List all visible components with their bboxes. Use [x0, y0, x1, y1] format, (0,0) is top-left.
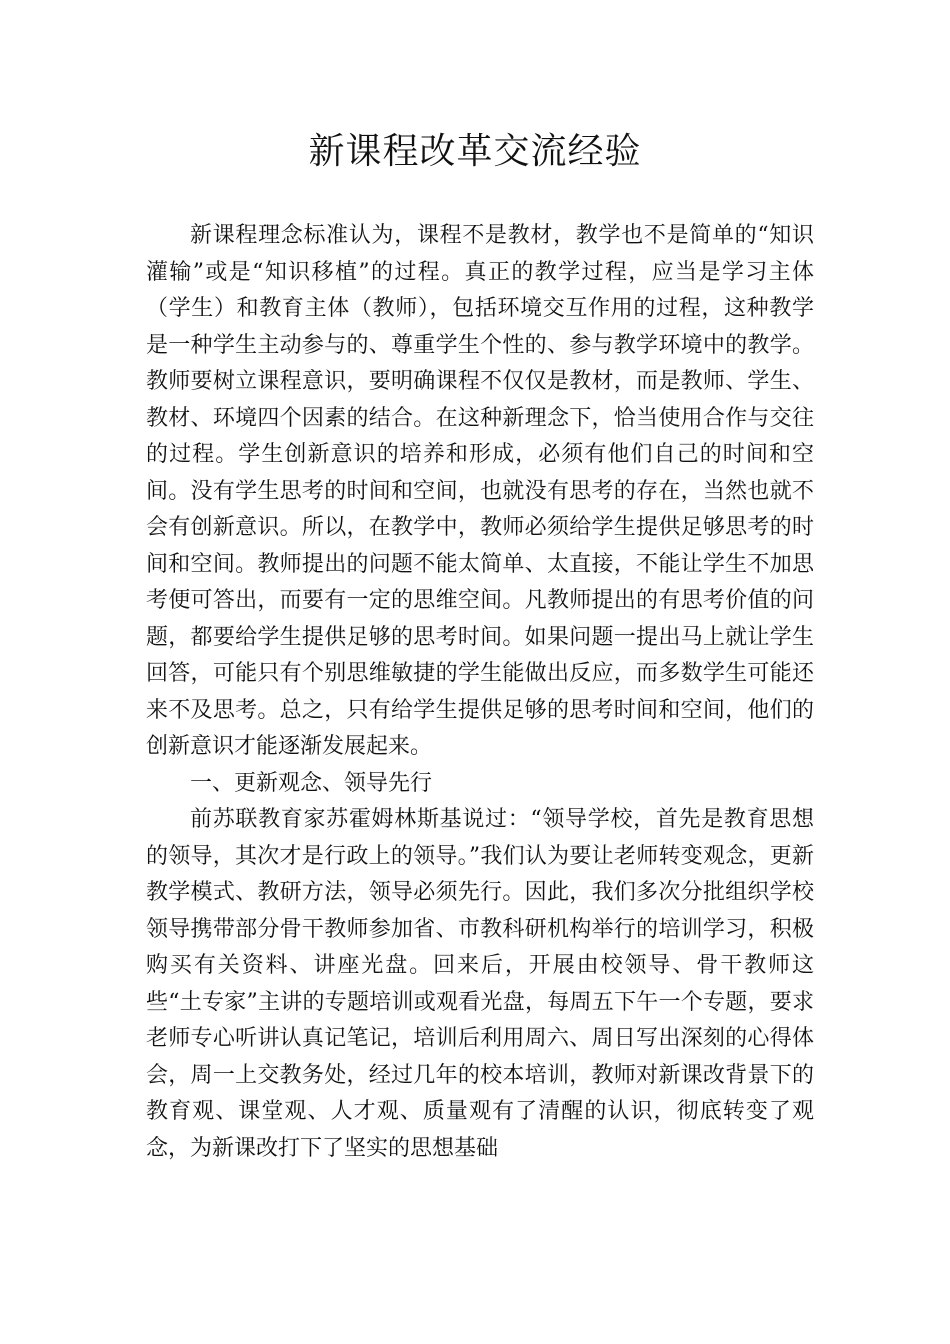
intro-paragraph: 新课程理念标准认为，课程不是教材，教学也不是简单的“知识灌输”或是“知识移植”的过程。真正的教学过程，应当是学习主体（学生）和教育主体（教师），包括环境交互作用的过程，这种教学是一种学生主动参与的、尊重学生个性的、参与教学环境中的教学。教师要树立课程意识，要明确课程不仅仅是教材，而是教师、学生、教材、环境四个因素的结合。在这种新理念下，恰当使用合作与交往的过程。学生创新意识的培养和形成，必须有他们自己的时间和空间。没有学生思考的时间和空间，也就没有思考的存在，当然也就不会有创新意识。所以，在教学中，教师必须给学生提供足够思考的时间和空间。教师提出的问题不能太简单、太直接，不能让学生不加思考便可答出，而要有一定的思维空间。凡教师提出的有思考价值的问题，都要给学生提供足够的思考时间。如果问题一提出马上就让学生回答，可能只有个别思维敏捷的学生能做出反应，而多数学生可能还来不及思考。总之，只有给学生提供足够的思考时间和空间，他们的创新意识才能逐渐发展起来。: [146, 223, 814, 759]
document-title: 新课程改革交流经验: [308, 131, 642, 172]
section-heading: 一、更新观念、领导先行: [190, 770, 433, 796]
section-paragraph: 前苏联教育家苏霍姆林斯基说过：“领导学校，首先是教育思想的领导，其次才是行政上的领导。”我们认为要让老师转变观念，更新教学模式、教研方法，领导必须先行。因此，我们多次分批组织学校领导携带部分骨干教师参加省、市教科研机构举行的培训学习，积极购买有关资料、讲座光盘。回来后，开展由校领导、骨干教师这些“土专家”主讲的专题培训或观看光盘，每周五下午一个专题，要求老师专心听讲认真记笔记，培训后利用周六、周日写出深刻的心得体会，周一上交教务处，经过几年的校本培训，教师对新课改背景下的教育观、课堂观、人才观、质量观有了清醒的认识，彻底转变了观念，为新课改打下了坚实的思想基础: [146, 807, 814, 1161]
document-body: [146, 218, 814, 1167]
